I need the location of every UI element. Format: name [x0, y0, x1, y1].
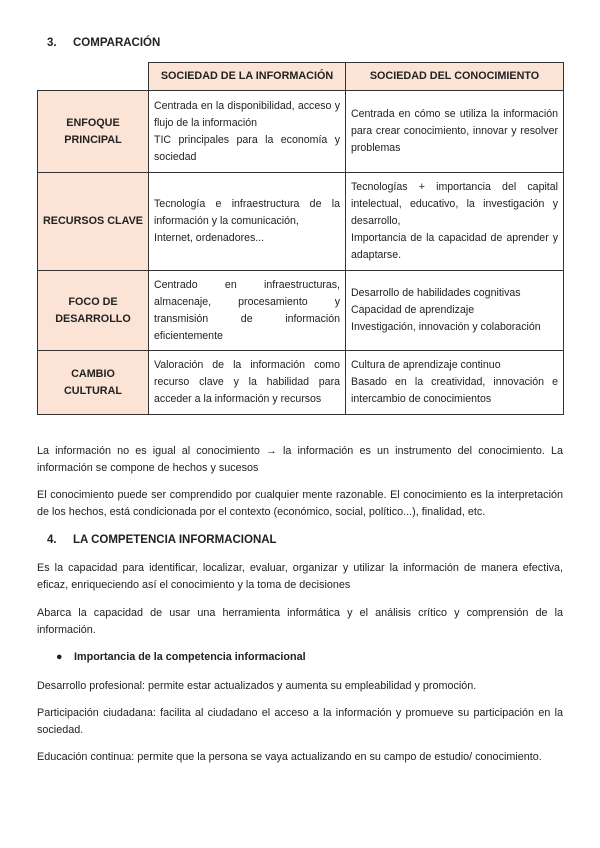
bullet-item	[56, 651, 306, 663]
table-row	[38, 271, 564, 351]
section-4-title: LA COMPETENCIA INFORMACIONAL	[73, 534, 277, 546]
cell-line: Capacidad de aprendizaje	[351, 304, 475, 316]
section-3-number: 3.	[47, 37, 57, 49]
row-label-line: CULTURAL	[64, 384, 122, 397]
cell-knowledge	[346, 91, 564, 173]
cell-line: Importancia de la capacidad de aprender y adaptarse.	[351, 232, 558, 261]
table-header-row	[38, 63, 564, 91]
table-row	[38, 91, 564, 173]
cell-line: Valoración de la información como recurso clave y la habilidad para acceder a la información y recursos	[154, 359, 340, 405]
cell-line: Centrada en cómo se utiliza la información para crear conocimiento, innovar y resolver problemas	[351, 108, 558, 154]
row-label-enfoque	[38, 91, 149, 173]
header-knowledge-society: SOCIEDAD DEL CONOCIMIENTO	[346, 63, 564, 91]
cell-line: Cultura de aprendizaje continuo	[351, 359, 501, 371]
row-label-foco	[38, 271, 149, 351]
paragraph-competence-definition: Es la capacidad para identificar, localizar, evaluar, organizar y utilizar la información de manera efectiva, eficaz, enriqueciendo así el conocimiento y la toma de decisiones	[37, 562, 563, 591]
paragraph-professional-development: Desarrollo profesional: permite estar actualizados y aumenta su empleabilidad y promoción.	[37, 680, 477, 692]
cell-line: Basado en la creatividad, innovación e intercambio de conocimientos	[351, 376, 558, 405]
cell-line: Tecnología e infraestructura de la información y la comunicación,	[154, 198, 340, 227]
cell-line: Centrado en infraestructuras, almacenaje, procesamiento y transmisión de información eficientemente	[154, 278, 340, 342]
table-corner-cell	[38, 63, 149, 91]
bullet-icon: ●	[56, 651, 63, 663]
cell-knowledge	[346, 271, 564, 351]
row-label-line: FOCO DE	[68, 295, 118, 308]
cell-info	[149, 173, 346, 271]
cell-line: Investigación, innovación y colaboración	[351, 321, 541, 333]
table-row	[38, 351, 564, 415]
paragraph-info-vs-knowledge: La información no es igual al conocimiento → la información es un instrumento del conocimiento. La información se compone de hechos y sucesos	[37, 445, 563, 474]
cell-info	[149, 271, 346, 351]
row-label-line: DESARROLLO	[55, 312, 131, 325]
section-4-heading	[47, 534, 277, 546]
cell-knowledge	[346, 351, 564, 415]
cell-info	[149, 91, 346, 173]
table-row	[38, 173, 564, 271]
cell-line: Internet, ordenadores...	[154, 232, 265, 244]
section-4-number: 4.	[47, 534, 57, 546]
paragraph-continuing-education: Educación continua: permite que la persona se vaya actualizando en su campo de estudio/ conocimiento.	[37, 751, 542, 763]
section-3-heading	[47, 37, 160, 49]
paragraph-knowledge-definition: El conocimiento puede ser comprendido por cualquier mente razonable. El conocimiento es la interpretación de los hechos, está condicionada por el contexto (económico, social, político...), finalidad, etc.	[37, 489, 563, 518]
row-label-line: PRINCIPAL	[64, 133, 122, 146]
cell-line: TIC principales para la economía y sociedad	[154, 133, 340, 163]
row-label-line: RECURSOS CLAVE	[43, 215, 143, 227]
bullet-text: Importancia de la competencia informacional	[74, 651, 306, 663]
cell-knowledge	[346, 173, 564, 271]
header-info-society: SOCIEDAD DE LA INFORMACIÓN	[149, 63, 346, 91]
row-label-recursos	[38, 173, 149, 271]
cell-info	[149, 351, 346, 415]
row-label-line: CAMBIO	[71, 367, 115, 380]
cell-line: Centrada en la disponibilidad, acceso y flujo de la información	[154, 99, 340, 129]
cell-line: Tecnologías + importancia del capital intelectual, educativo, la investigación y desarrollo,	[351, 181, 558, 227]
cell-line: Desarrollo de habilidades cognitivas	[351, 287, 521, 299]
section-3-title: COMPARACIÓN	[73, 37, 161, 49]
row-label-cambio	[38, 351, 149, 415]
paragraph-citizen-participation: Participación ciudadana: facilita al ciudadano el acceso a la información y promueve su participación en la sociedad.	[37, 707, 563, 736]
row-label-line: ENFOQUE	[66, 116, 120, 129]
comparison-table	[37, 62, 564, 415]
paragraph-competence-scope: Abarca la capacidad de usar una herramienta informática y el análisis crítico y comprensión de la información.	[37, 607, 563, 636]
